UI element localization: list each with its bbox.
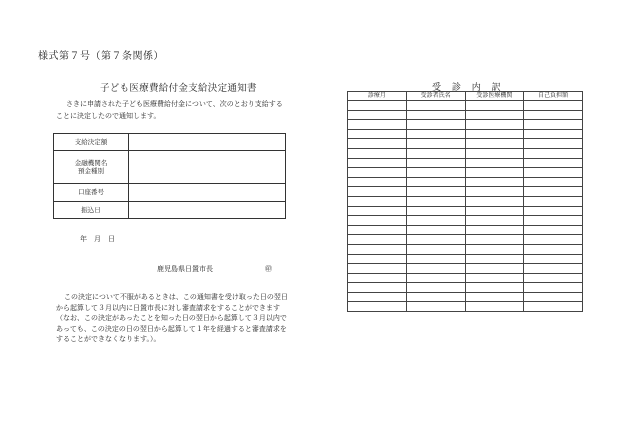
breakdown-body (348, 101, 583, 312)
table-cell (524, 120, 583, 130)
seal-mark: ㊞ (265, 265, 272, 273)
table-cell (406, 244, 465, 254)
table-row (348, 273, 583, 283)
table-row (348, 158, 583, 168)
table-cell (465, 101, 524, 111)
table-cell (406, 235, 465, 245)
value-payment-amount (129, 134, 286, 151)
table-cell (348, 254, 407, 264)
table-cell (465, 225, 524, 235)
table-cell (406, 273, 465, 283)
table-cell (348, 148, 407, 158)
table-cell (524, 158, 583, 168)
issuer-name: 鹿児島県日置市長 (157, 265, 213, 273)
table-cell (465, 196, 524, 206)
table-cell (348, 158, 407, 168)
table-cell (465, 177, 524, 187)
label-bank-name-deposit-type: 金融機関名 預金種別 (54, 151, 129, 184)
table-cell (465, 235, 524, 245)
table-cell (524, 273, 583, 283)
table-row (348, 139, 583, 149)
table-cell (406, 292, 465, 302)
table-cell (406, 196, 465, 206)
table-cell (348, 216, 407, 226)
table-cell (465, 139, 524, 149)
table-cell (406, 139, 465, 149)
table-cell (348, 187, 407, 197)
table-cell (524, 177, 583, 187)
table-cell (524, 168, 583, 178)
table-cell (348, 283, 407, 293)
table-cell (465, 264, 524, 274)
table-cell (348, 168, 407, 178)
table-cell (348, 101, 407, 111)
table-cell (406, 216, 465, 226)
table-cell (465, 244, 524, 254)
table-cell (524, 254, 583, 264)
table-row (348, 196, 583, 206)
table-cell (524, 264, 583, 274)
table-cell (524, 148, 583, 158)
table-cell (406, 283, 465, 293)
table-cell (348, 302, 407, 312)
table-cell (465, 292, 524, 302)
breakdown-title: 受 診 内 訳 (432, 83, 501, 93)
table-cell (406, 225, 465, 235)
table-cell (465, 168, 524, 178)
table-row (348, 101, 583, 111)
issue-date: 年 月 日 (80, 235, 115, 243)
table-row (348, 129, 583, 139)
appeal-notice: この決定について不服があるときは、この通知書を受け取った日の翌日から起算して３月以内に日置市長に対し審査請求をすることができます（なお、この決定があったことを知った日の翌日から起算して３月以内であっても、この決定の日の翌日から起算して１年を経過すると審査請求をすることができなくなります。）。 (56, 293, 288, 343)
table-cell (524, 225, 583, 235)
table-cell (524, 187, 583, 197)
table-cell (348, 292, 407, 302)
table-row (348, 110, 583, 120)
table-cell (465, 283, 524, 293)
form-number: 様式第７号（第７条関係） (38, 51, 164, 62)
table-row (348, 168, 583, 178)
table-cell (406, 187, 465, 197)
table-cell (406, 158, 465, 168)
table-cell (465, 187, 524, 197)
table-row (348, 177, 583, 187)
table-cell (465, 254, 524, 264)
table-row (54, 201, 286, 218)
table-cell (348, 244, 407, 254)
table-cell (406, 120, 465, 130)
table-cell (524, 216, 583, 226)
table-row (348, 225, 583, 235)
table-cell (524, 110, 583, 120)
table-cell (465, 158, 524, 168)
table-row (348, 148, 583, 158)
table-cell (348, 129, 407, 139)
table-cell (406, 148, 465, 158)
table-cell (465, 273, 524, 283)
payment-info-table (53, 133, 286, 219)
table-cell (524, 283, 583, 293)
table-cell (524, 206, 583, 216)
table-row (348, 216, 583, 226)
table-cell (406, 177, 465, 187)
table-cell (406, 206, 465, 216)
table-row (348, 244, 583, 254)
table-cell (465, 216, 524, 226)
header-copayment: 自己負担額 (524, 92, 583, 101)
table-cell (465, 110, 524, 120)
table-cell (348, 235, 407, 245)
intro-text: さきに申請された子ども医療費給付金について、次のとおり支給することに決定したので通知します。 (56, 100, 283, 120)
table-row (348, 187, 583, 197)
table-cell (406, 302, 465, 312)
table-row (54, 134, 286, 151)
table-cell (465, 120, 524, 130)
label-transfer-date: 振込日 (54, 201, 129, 218)
value-account-number (129, 184, 286, 201)
header-treatment-month: 診療月 (348, 92, 407, 101)
header-patient-name: 受診者氏名 (406, 92, 465, 101)
label-account-number: 口座番号 (54, 184, 129, 201)
table-cell (348, 177, 407, 187)
table-row (54, 151, 286, 184)
table-row (348, 283, 583, 293)
table-cell (348, 273, 407, 283)
table-cell (465, 148, 524, 158)
table-row (348, 302, 583, 312)
document-title: 子ども医療費給付金支給決定通知書 (100, 83, 257, 94)
table-cell (524, 292, 583, 302)
table-cell (348, 110, 407, 120)
table-row (348, 120, 583, 130)
table-cell (348, 196, 407, 206)
table-cell (406, 101, 465, 111)
value-bank-name-deposit-type (129, 151, 286, 184)
table-cell (524, 302, 583, 312)
table-cell (524, 235, 583, 245)
table-row (348, 254, 583, 264)
table-row (348, 235, 583, 245)
table-cell (465, 129, 524, 139)
breakdown-header-row (348, 92, 583, 101)
table-cell (465, 206, 524, 216)
table-cell (406, 168, 465, 178)
label-payment-amount: 支給決定額 (54, 134, 129, 151)
table-cell (524, 244, 583, 254)
header-medical-institution: 受診医療機関 (465, 92, 524, 101)
breakdown-table (347, 91, 583, 312)
table-row (54, 184, 286, 201)
table-cell (348, 225, 407, 235)
table-cell (406, 264, 465, 274)
table-cell (524, 129, 583, 139)
table-row (348, 264, 583, 274)
table-cell (406, 129, 465, 139)
table-cell (348, 206, 407, 216)
table-row (348, 206, 583, 216)
table-cell (465, 302, 524, 312)
table-cell (406, 254, 465, 264)
table-cell (348, 264, 407, 274)
table-cell (406, 110, 465, 120)
table-row (348, 292, 583, 302)
table-cell (348, 120, 407, 130)
value-transfer-date (129, 201, 286, 218)
table-cell (524, 196, 583, 206)
table-cell (524, 101, 583, 111)
table-cell (524, 139, 583, 149)
table-cell (348, 139, 407, 149)
